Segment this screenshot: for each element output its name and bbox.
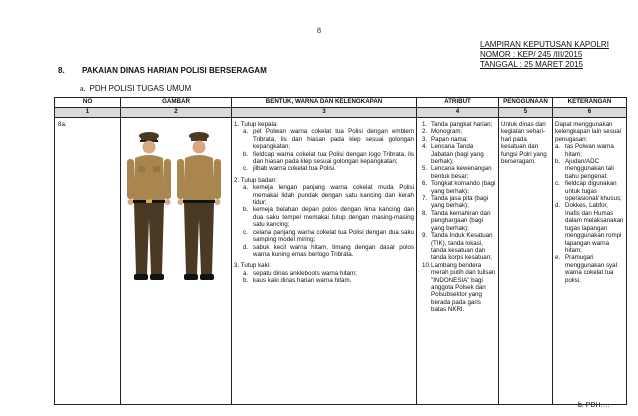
header-keterangan: KETERANGAN — [553, 98, 627, 108]
index-2: 2 — [121, 108, 232, 118]
next-page-reference: b. PDH…. — [578, 402, 610, 409]
lampiran-title: LAMPIRAN KEPUTUSAN KAPOLRI — [480, 40, 609, 49]
lampiran-block — [480, 40, 609, 70]
bentuk-block-tutup-kaki — [234, 262, 414, 284]
list-item: b. kemeja belahan depan polos dengan lima kancing dan dua saku tempel memakai tutup dengan masing-masing satu kancing; — [243, 206, 414, 229]
row-number: 8a. — [55, 118, 121, 405]
penggunaan-text: Untuk dinas dan kegiatan sehari-hari pada kesatuan dan fungsi Polri yang berseragam. — [501, 121, 547, 166]
lampiran-nomor: NOMOR : KEP/ 245 /III/2015 — [480, 50, 583, 59]
list-item: 2. Monogram; — [422, 128, 463, 136]
policewoman-front-figure — [127, 132, 171, 280]
list-item: c. fieldcap digunakan untuk tugas operasional/ khusus; — [555, 180, 622, 203]
list-item: 4. Lencana Tanda Jabatan (bagi yang berhak); — [422, 143, 484, 166]
list-item: d. sabuk kecil warna hitam, timang dengan dasar polos warna kuning emas berlogo Tribrata. — [243, 243, 414, 258]
header-gambar: GAMBAR — [121, 98, 232, 108]
list-item: b. Ajudan/ADC menggunakan tali bahu pengenal; — [555, 158, 614, 180]
list-item: 8. Tanda kemahiran dan penghargaan (bagi yang berhak); — [422, 209, 491, 232]
index-3: 3 — [232, 108, 417, 118]
keterangan-cell — [553, 118, 627, 405]
page-number: 8 — [317, 26, 321, 35]
table-header-row — [55, 98, 627, 108]
list-item: 10. Lambang bendera merah putih dan tulisan "INDONESIA" bagi anggota Polsek dan Polsubsektor yang berada pada garis batas NKRI. — [422, 261, 496, 314]
list-item: 9. Tanda Induk Kesatuan (TIK), tanda lokasi, tanda kesatuan dan tanda korps kesatuan; — [422, 232, 493, 262]
header-no: NO — [55, 98, 121, 108]
section-title — [58, 66, 267, 75]
table-row — [55, 118, 627, 405]
bentuk-block-tutup-badan — [234, 177, 414, 258]
bentuk-label: 1. Tutup kepala: — [234, 121, 279, 128]
section-number: 8. — [58, 66, 65, 75]
lampiran-tanggal: TANGGAL : 25 MARET 2015 — [480, 60, 584, 69]
list-item: d. Dokkes, Labfor, Inafis dan Humas dalam melaksanakan tugas lapangan menggunakan rompi lapangan warna hitam; — [555, 202, 624, 254]
list-item: b. fieldcap warna cokelat tua Polisi dengan logo Tribrata, lis dan hiasan pada klep sesuai golongan kepangkatan; — [243, 150, 414, 166]
header-atribut: ATRIBUT — [417, 98, 499, 108]
subsection-text: PDH POLISI TUGAS UMUM — [89, 84, 192, 93]
list-item: 7. Tanda jasa pita (bagi yang berhak); — [422, 195, 489, 210]
list-item: a. pet Polwan warna cokelat tua Polisi dengan emblem Tribrata, lis dan hiasan pada klep sesuai golongan kepangkatan; — [243, 128, 414, 151]
subsection-title — [80, 84, 191, 93]
uniform-illustration — [123, 124, 223, 289]
list-item: b. kaus kaki dinas harian warna hitam. — [243, 277, 352, 285]
list-item: c. celana panjang warna cokelat tua Polisi dengan dua saku samping model miring; — [243, 228, 414, 244]
header-bentuk: BENTUK, WARNA DAN KELENGKAPAN — [232, 98, 417, 108]
subsection-number: a. — [80, 84, 86, 93]
list-item: 1. Tanda pangkat harian; — [422, 121, 493, 128]
uniform-table — [54, 97, 627, 405]
index-6: 6 — [553, 108, 627, 118]
list-item: 3. Papan nama; — [422, 135, 468, 143]
bentuk-label: 2. Tutup badan: — [234, 176, 278, 184]
bentuk-label: 3. Tutup kaki: — [234, 262, 271, 270]
table-index-row — [55, 108, 627, 118]
bentuk-block-tutup-kepala — [234, 121, 414, 173]
atribut-cell — [417, 118, 499, 405]
header-penggunaan: PENGGUNAAN — [499, 98, 553, 108]
section-text: PAKAIAN DINAS HARIAN POLISI BERSERAGAM — [82, 66, 267, 75]
list-item: a. kemeja lengan panjang warna cokelat muda Polisi memakai lidah pundak dengan satu kancing dan kerah tidur; — [243, 184, 414, 207]
list-item: a. tas Polwan warna hitam; — [555, 143, 614, 158]
index-1: 1 — [55, 108, 121, 118]
keterangan-intro: Dapat menggunakan kelengkapan lain sesuai penugasan: — [555, 121, 622, 143]
index-4: 4 — [417, 108, 499, 118]
list-item: 5. Lencana kewenangan bentuk besar; — [422, 165, 492, 180]
policewoman-back-figure — [177, 132, 221, 280]
list-item: c. jilbab warna cokelat tua Polisi. — [243, 165, 336, 173]
uniform-illustration-cell — [121, 118, 232, 405]
index-5: 5 — [499, 108, 553, 118]
list-item: e. Pramugari menggunakan syal warna cokelat tua polisi. — [555, 254, 617, 284]
penggunaan-cell — [499, 118, 553, 405]
list-item: a. sepatu dinas ankleboots warna hitam; — [243, 269, 357, 277]
list-item: 6. Tongkat komando (bagi yang berhak); — [422, 180, 496, 195]
bentuk-cell — [232, 118, 417, 405]
